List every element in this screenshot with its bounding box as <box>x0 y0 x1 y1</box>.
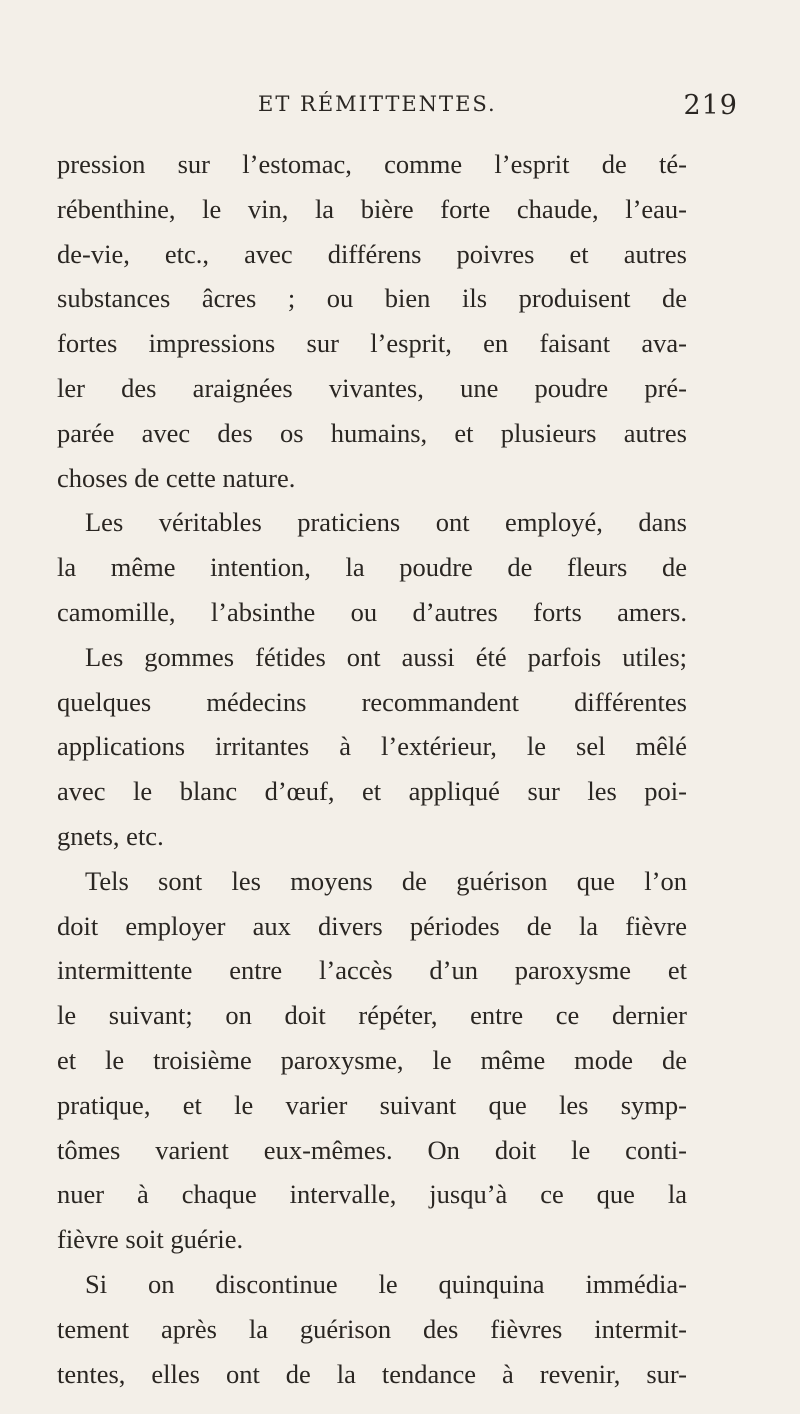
text-line: Les véritables praticiens ont employé, dans <box>85 507 687 538</box>
text-line: quelques médecins recommandent différentes <box>57 686 687 717</box>
text-line: la même intention, la poudre de fleurs de <box>57 552 687 583</box>
text-line: le suivant; on doit répéter, entre ce dernier <box>57 1000 687 1031</box>
text-line: camomille, l’absinthe ou d’autres forts amers. <box>57 596 687 627</box>
running-title: ET RÉMITTENTES. <box>258 92 497 116</box>
text-line: gnets, etc. <box>57 820 164 851</box>
text-line: Si on discontinue le quinquina immédia- <box>85 1268 687 1299</box>
text-line: tômes varient eux-mêmes. On doit le conti- <box>57 1134 687 1165</box>
text-line: applications irritantes à l’extérieur, le sel mêlé <box>57 731 687 762</box>
text-line: fièvre soit guérie. <box>57 1224 244 1255</box>
text-line: substances âcres ; ou bien ils produisent de <box>57 283 687 314</box>
text-line: pression sur l’estomac, comme l’esprit de té- <box>57 149 687 179</box>
text-line: tentes, elles ont de la tendance à revenir, sur- <box>57 1358 687 1389</box>
page-number: 219 <box>683 90 738 121</box>
text-line: pratique, et le varier suivant que les symp- <box>57 1089 687 1120</box>
text-line: choses de cette nature. <box>57 462 296 493</box>
text-line: de-vie, etc., avec différens poivres et autres <box>57 238 687 269</box>
text-line: rébenthine, le vin, la bière forte chaude, l’eau- <box>57 193 687 224</box>
text-line: doit employer aux divers périodes de la fièvre <box>57 910 687 941</box>
text-line: et le troisième paroxysme, le même mode de <box>57 1044 687 1075</box>
text-line: tement après la guérison des fièvres intermit- <box>57 1313 687 1344</box>
text-line: avec le blanc d’œuf, et appliqué sur les poi- <box>57 776 687 807</box>
running-head <box>120 88 780 128</box>
text-line: nuer à chaque intervalle, jusqu’à ce que la <box>57 1179 687 1210</box>
text-line: parée avec des os humains, et plusieurs autres <box>57 417 687 448</box>
text-line: Les gommes fétides ont aussi été parfois utiles; <box>85 641 687 672</box>
text-line: ler des araignées vivantes, une poudre pré- <box>57 372 687 403</box>
body-text <box>57 142 687 1396</box>
text-line: intermittente entre l’accès d’un paroxysme et <box>57 955 687 986</box>
text-line: Tels sont les moyens de guérison que l’on <box>85 865 687 896</box>
text-line: fortes impressions sur l’esprit, en faisant ava- <box>57 328 687 359</box>
